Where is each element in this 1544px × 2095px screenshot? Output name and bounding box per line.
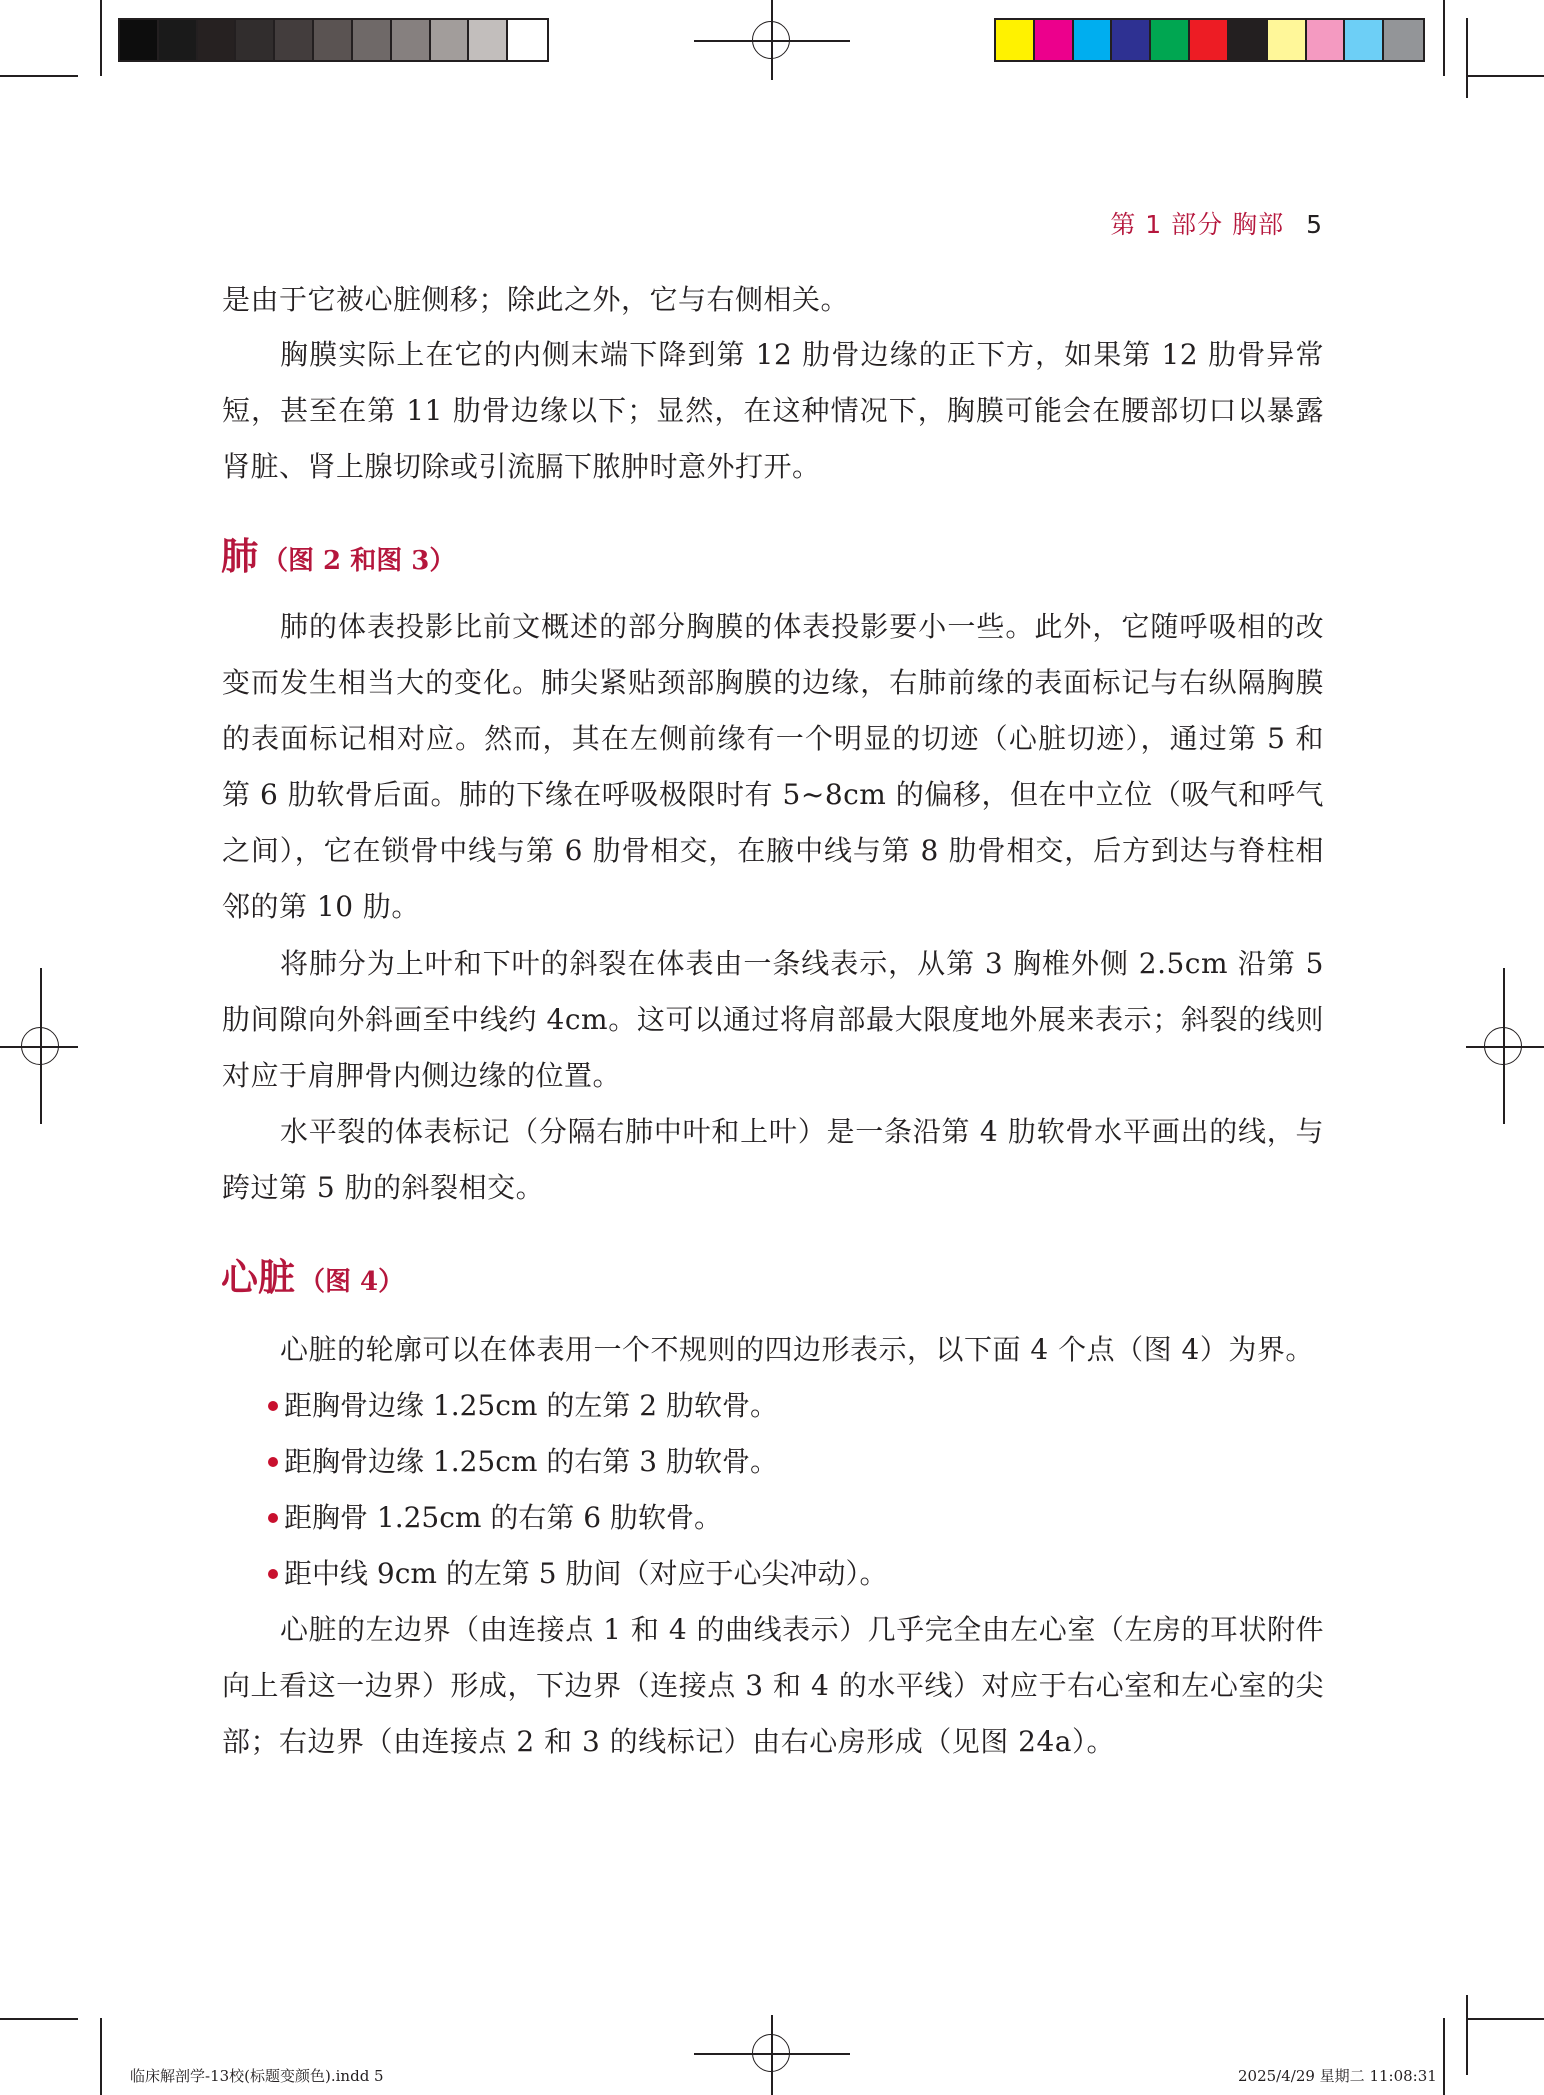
registration-circle-bottom (752, 2034, 790, 2072)
color-swatch (469, 20, 508, 60)
color-swatch (275, 20, 314, 60)
color-swatch (392, 20, 431, 60)
section-heading-heart (221, 1247, 404, 1301)
list-item (284, 1378, 778, 1434)
crop-mark (1466, 2018, 1544, 2020)
crop-mark (1466, 18, 1468, 98)
color-swatch (1229, 20, 1268, 60)
grayscale-color-bar (118, 18, 549, 62)
section-heading-lung (221, 526, 455, 580)
registration-circle-right (1484, 1027, 1522, 1065)
page-number: 5 (1306, 210, 1323, 239)
slug-datetime: 2025/4/29 星期二 11:08:31 (1238, 2067, 1437, 2085)
crop-mark (100, 0, 102, 76)
registration-circle-top (752, 21, 790, 59)
list-item (284, 1490, 722, 1546)
color-swatch (996, 20, 1035, 60)
color-swatch (1035, 20, 1074, 60)
color-swatch (314, 20, 353, 60)
color-swatch (1112, 20, 1151, 60)
color-swatch (1074, 20, 1113, 60)
crop-mark (1443, 2018, 1445, 2095)
paragraph: 肺的体表投影比前文概述的部分胸膜的体表投影要小一些。此外，它随呼吸相的改变而发生相当大的变化。肺尖紧贴颈部胸膜的边缘，右肺前缘的表面标记与右纵隔胸膜的表面标记相对应。然而，其在左侧前缘有一个明显的切迹（心脏切迹），通过第 5 和第 6 肋软骨后面。肺的下缘在呼吸极限时有 5~8cm 的偏移，但在中立位（吸气和呼气之间），它在锁骨中线与第 6 肋骨相交，在腋中线与第 8 肋骨相交，后方到达与脊柱相邻的第 10 肋。 (222, 610, 1324, 923)
color-swatch (1268, 20, 1307, 60)
paragraph: 将肺分为上叶和下叶的斜裂在体表由一条线表示，从第 3 胸椎外侧 2.5cm 沿第 5 肋间隙向外斜画至中线约 4cm。这可以通过将肩部最大限度地外展来表示；斜裂的线则对应于肩胛骨内侧边缘的位置。 (222, 947, 1324, 1092)
bullet-dot (268, 1513, 278, 1523)
color-swatch (1345, 20, 1384, 60)
color-swatch (1307, 20, 1346, 60)
list-item-text: 距胸骨边缘 1.25cm 的右第 3 肋软骨。 (284, 1445, 778, 1478)
color-swatch (353, 20, 392, 60)
crop-mark (1443, 0, 1445, 76)
paragraph: 心脏的左边界（由连接点 1 和 4 的曲线表示）几乎完全由左心室（左房的耳状附件向上看这一边界）形成，下边界（连接点 3 和 4 的水平线）对应于右心室和左心室的尖部；右边界（由连接点 2 和 3 的线标记）由右心房形成（见图 24a）。 (222, 1613, 1324, 1758)
crop-mark (1466, 75, 1544, 77)
paragraph: 心脏的轮廓可以在体表用一个不规则的四边形表示，以下面 4 个点（图 4）为界。 (280, 1333, 1314, 1366)
crop-mark (0, 2018, 78, 2020)
paragraph: 是由于它被心脏侧移；除此之外，它与右侧相关。 (222, 283, 850, 316)
crop-mark (0, 75, 78, 77)
section-title: 第 1 部分 胸部 (1110, 210, 1285, 239)
heading-figure-ref: （图 2 和图 3） (262, 546, 456, 576)
bullet-dot (268, 1569, 278, 1579)
color-swatch (236, 20, 275, 60)
bullet-dot (268, 1457, 278, 1467)
list-item-text: 距胸骨边缘 1.25cm 的左第 2 肋软骨。 (284, 1389, 778, 1422)
color-swatch (1384, 20, 1423, 60)
heading-title: 心脏 (221, 1256, 295, 1299)
color-swatch (159, 20, 198, 60)
paragraph: 胸膜实际上在它的内侧末端下降到第 12 肋骨边缘的正下方，如果第 12 肋骨异常短，甚至在第 11 肋骨边缘以下；显然，在这种情况下，胸膜可能会在腰部切口以暴露肾脏、肾上腺切除或引流膈下脓肿时意外打开。 (222, 338, 1324, 483)
color-swatch (120, 20, 159, 60)
list-item (284, 1546, 887, 1602)
color-swatch (508, 20, 547, 60)
color-swatch (431, 20, 470, 60)
color-swatch (1151, 20, 1190, 60)
heading-title: 肺 (221, 535, 258, 578)
paragraph: 水平裂的体表标记（分隔右肺中叶和上叶）是一条沿第 4 肋软骨水平画出的线，与跨过第 5 肋的斜裂相交。 (222, 1115, 1324, 1204)
crop-mark (1466, 1995, 1468, 2075)
list-item (284, 1434, 778, 1490)
heading-figure-ref: （图 4） (299, 1267, 405, 1297)
registration-circle-left (21, 1027, 59, 1065)
color-swatch (1190, 20, 1229, 60)
crop-mark (100, 2018, 102, 2095)
bullet-dot (268, 1401, 278, 1411)
color-swatch (198, 20, 237, 60)
process-color-bar (994, 18, 1425, 62)
slug-filename: 临床解剖学-13校(标题变颜色).indd 5 (130, 2067, 384, 2085)
list-item-text: 距中线 9cm 的左第 5 肋间（对应于心尖冲动）。 (284, 1557, 888, 1590)
list-item-text: 距胸骨 1.25cm 的右第 6 肋软骨。 (284, 1501, 722, 1534)
running-head (1110, 205, 1323, 241)
